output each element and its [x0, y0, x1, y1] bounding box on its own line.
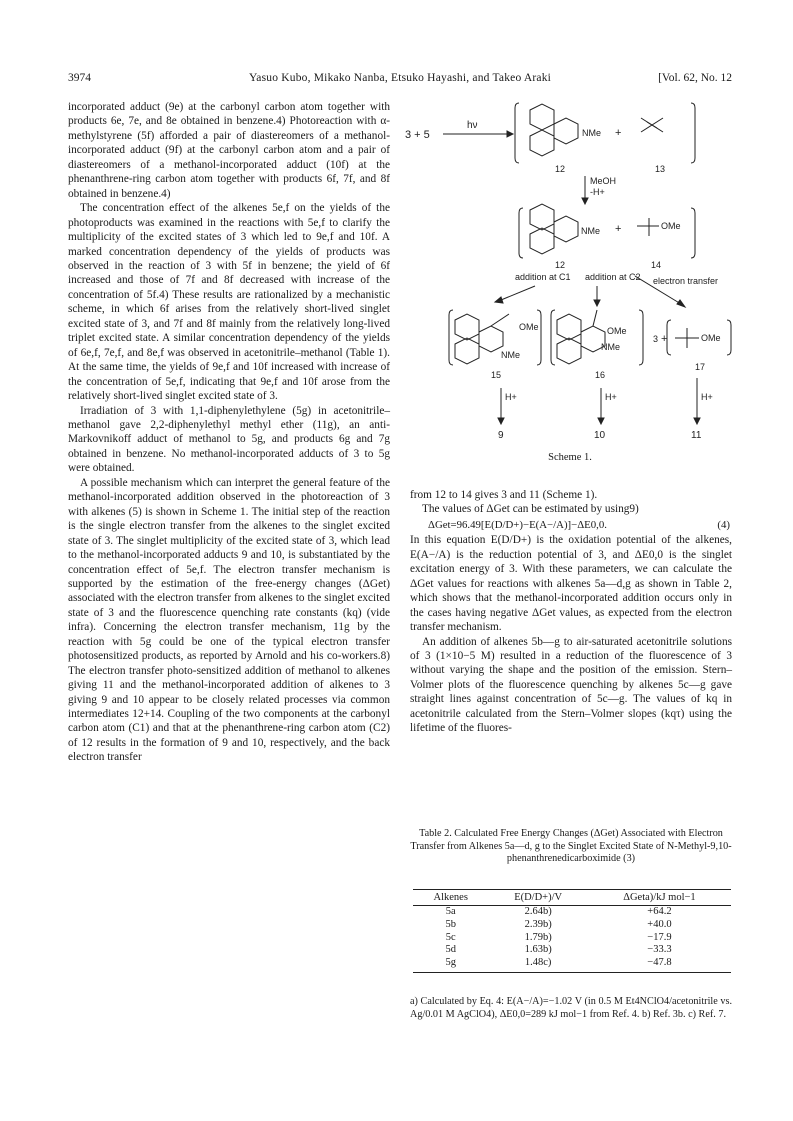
table-cell: 1.48c): [488, 957, 587, 972]
ome-label: OMe: [701, 333, 721, 343]
table-2-caption: Table 2. Calculated Free Energy Changes (ΔGet) Associated with Electron Transfer from Alkenes 5a—d, g to the Singlet Excited State of N-Methyl-9,10-phenanthrenedicarboximide (3): [410, 828, 732, 864]
table-cell: −47.8: [588, 957, 731, 972]
table-row: [413, 932, 731, 945]
svg-text:+: +: [661, 333, 668, 345]
nme-label: NMe: [581, 226, 601, 236]
compound-16-structure: [557, 310, 605, 364]
bracket-right: [537, 310, 541, 365]
paragraph: from 12 to 14 gives 3 and 11 (Scheme 1).: [410, 489, 598, 501]
page-number: 3974: [68, 72, 91, 84]
bracket-right: [691, 208, 695, 258]
table-cell: 2.64b): [524, 906, 552, 917]
table-cell: 5b: [445, 918, 456, 930]
ome-label: OMe: [519, 322, 539, 332]
table-header-row: [413, 890, 731, 906]
bracket-left: [449, 310, 453, 365]
paragraph: incorporated adduct (9e) at the carbonyl carbon atom together with products 6e, 7e, and 8e obtained in benzene.4) Photoreaction with α-methylstyrene (5f) afforded a pair of diastereomers of a methanol-incorporated adduct (9f) at the carbonyl carbon atom and a pair of diastereomers of a methanol-incorporated adduct (10f) at the phenanthrene-ring carbon atom together with products 6f, 7f, and 8f obtained in benzene.4): [68, 101, 390, 200]
nme-label: NMe: [582, 128, 602, 138]
table-cell: −17.9: [647, 931, 672, 943]
paragraph: An addition of alkenes 5b—g to air-saturated acetonitrile solutions of 3 (1×10−5 M) resulted in a reduction of the fluorescence of 3 without varying the shape and the position of the emission. Stern–Volmer plots of the fluorescence quenching by alkenes 5c—g gave straight lines against concentration of 5c—g. The values of kq in acetonitrile calculated from the Stern–Volmer slopes (kqτ) using the lifetime of the fluores-: [410, 635, 732, 735]
bracket-right: [727, 320, 731, 355]
paragraph: The values of ΔGet can be estimated by using9): [422, 503, 639, 516]
compound-12-structure: [530, 104, 578, 156]
table-2: [413, 889, 731, 973]
label-14: 14: [651, 260, 662, 270]
table-cell: +64.2: [647, 906, 672, 917]
hv-label: hν: [467, 120, 478, 131]
meoh-label: MeOH: [590, 176, 617, 186]
svg-text:+: +: [615, 127, 622, 139]
table-row: [413, 906, 731, 919]
author-line: Yasuo Kubo, Mikako Nanba, Etsuko Hayashi, and Takeo Araki: [248, 72, 552, 84]
minus-h-label: -H+: [590, 187, 605, 197]
ome-label: OMe: [661, 221, 681, 231]
table-cell: 1.63b): [524, 944, 552, 956]
bracket-right: [691, 103, 695, 163]
equation-body: ΔGet=96.49[E(D/D+)−E(A−/A)]−ΔE0,0.: [428, 518, 607, 531]
right-column: [410, 488, 732, 736]
hplus-label: H+: [701, 392, 713, 402]
product-10-label: 10: [594, 430, 606, 441]
table-row: [413, 944, 731, 957]
addition-c2-label: addition at C2: [585, 272, 641, 282]
table-cell: 5c: [445, 931, 456, 943]
ome-label: OMe: [607, 326, 627, 336]
scheme-caption: Scheme 1.: [548, 452, 592, 463]
table-cell: 1.79b): [524, 931, 552, 943]
paragraph: A possible mechanism which can interpret the general feature of the methanol-incorporated addition observed in the photoreaction of 3 with alkenes (5) is shown in Scheme 1. The initial step of the reaction is the single electron transfer from the alkenes to the singlet excited state of 3. The singlet multiplicity of the excited state of 3, which lead to the methanol-incorporated adducts 9 and 10, is substantiated by the concentration effect of 5e,f. The electron transfer mechanism is supported by the estimation of the free-energy changes (ΔGet) associated with the electron transfer from alkenes to the singlet excited state of 3 and the fluorescence quenching rate constants (kq) (vide infra). Concerning the electron transfer mechanism, 11g by the reaction with 5g could be one of the typical electron transfer photosensitized products, as reported by Arnold and his co-workers.8) The electron transfer photo-sensitized addition of methanol to alkenes giving 11 and the methanol-incorporated addition of alkenes to 3 giving 9 and 10 appear to be closely related processes via common intermediates 12+14. Coupling of the two components at the carbonyl carbon atom (C1) and that at the phenanthrene-ring carbon atom (C2) of 12 results in the formation of 9 and 10, respectively, and the back electron transfer: [68, 476, 390, 764]
bracket-left: [515, 103, 519, 163]
label-17: 17: [695, 362, 706, 372]
electron-transfer-label: electron transfer: [653, 276, 719, 286]
reaction-scheme: [405, 98, 735, 468]
hplus-label: H+: [505, 392, 517, 402]
svg-text:+: +: [615, 223, 622, 235]
arrowhead: [507, 131, 513, 137]
running-header: [68, 72, 732, 88]
equation-4: [410, 517, 732, 533]
addition-c1-label: addition at C1: [515, 272, 571, 282]
volume-info: [Vol. 62, No. 12: [658, 72, 732, 84]
column-header: ΔGeta)/kJ mol−1: [588, 890, 731, 906]
table-cell: 5g: [413, 957, 488, 972]
table-2-footnote: a) Calculated by Eq. 4: E(A−/A)=−1.02 V (in 0.5 M Et4NClO4/acetonitrile vs. Ag/0.01 M AgClO4), ΔE0,0=289 kJ mol−1 from Ref. 4. b) Ref. 3b. c) Ref. 7.: [410, 996, 732, 1020]
bracket-left: [551, 310, 555, 365]
nme-label: NMe: [501, 350, 521, 360]
left-column: [68, 100, 390, 765]
bracket-left: [519, 208, 523, 258]
label-13: 13: [655, 164, 666, 174]
table-cell: +40.0: [647, 918, 672, 930]
bracket-left: [667, 320, 671, 355]
table-cell: −33.3: [647, 944, 672, 956]
table-row: [413, 957, 731, 972]
product-11-label: 11: [691, 430, 702, 441]
scheme-reactants: 3 + 5: [405, 129, 430, 141]
compound-12-structure: [530, 204, 578, 254]
column-header: E(D/D+)/V: [488, 890, 587, 906]
scheme-1-figure: [405, 98, 735, 468]
paragraph: The concentration effect of the alkenes 5e,f on the yields of the photoproducts was examined in the reactions with 5e,f to clarify the multiplicity of the excited states of 3 which led to 9e,f and 10f. A marked concentration dependency of the yields of products was observed in the reaction of 3 with 5f in benzene; the yield of 6f increased and those of 7f and 8f decreased with increase of the concentration of 5f.4) These results are rationalized by a mechanistic scheme, in which 6f arises from the relatively short-lived singlet excited state of 3, and 7f and 8f mainly from the relatively long-lived triplet excited state. A similar concentration dependency of the yields of 6e,f, 7e,f, and 8e,f was observed in acetonitrile–methanol (Table 1). At the same time, the yields of 9e,f and 10f increased with increase of the concentration of 5e,f, indicating that 9e,f and 10f arose from the relatively short-lived singlet excited state of 3.: [68, 202, 390, 403]
label-15: 15: [491, 370, 502, 380]
product-9-label: 9: [498, 430, 504, 441]
paragraph: In this equation E(D/D+) is the oxidation potential of the alkenes, E(A−/A) is the reduction potential of 3, and ΔE0,0 is the singlet excitation energy of 3. With these parameters, we can calculate the ΔGet values for reactions with alkenes 5a—d,g as shown in Table 2, which shows that the methanol-incorporated addition occurs only in the cases having negative ΔGet values, as expected from the electron transfer mechanism.: [410, 534, 732, 634]
table-cell: 5d: [445, 944, 456, 956]
table-cell: 5a: [445, 906, 456, 917]
bracket-right: [639, 310, 643, 365]
table-cell: 2.39b): [524, 918, 552, 930]
label-16: 16: [595, 370, 606, 380]
alkene-radical-cation-13: [641, 118, 663, 132]
table-row: [413, 919, 731, 932]
equation-number: (4): [717, 518, 730, 531]
label-12: 12: [555, 164, 566, 174]
nme-label: NMe: [601, 342, 621, 352]
compound-3-label: 3: [653, 334, 659, 344]
column-header: Alkenes: [413, 890, 488, 906]
label-12: 12: [555, 260, 566, 270]
paragraph: Irradiation of 3 with 1,1-diphenylethylene (5g) in acetonitrile–methanol gave 2,2-diphenylethyl methyl ether (11g), an anti-Markovnikoff adduct of methanol to 5g, and products 6g and 7g obtained in benzene. No methanol-incorporated adducts of 3 to 5g were obtained.: [68, 404, 390, 475]
hplus-label: H+: [605, 392, 617, 402]
